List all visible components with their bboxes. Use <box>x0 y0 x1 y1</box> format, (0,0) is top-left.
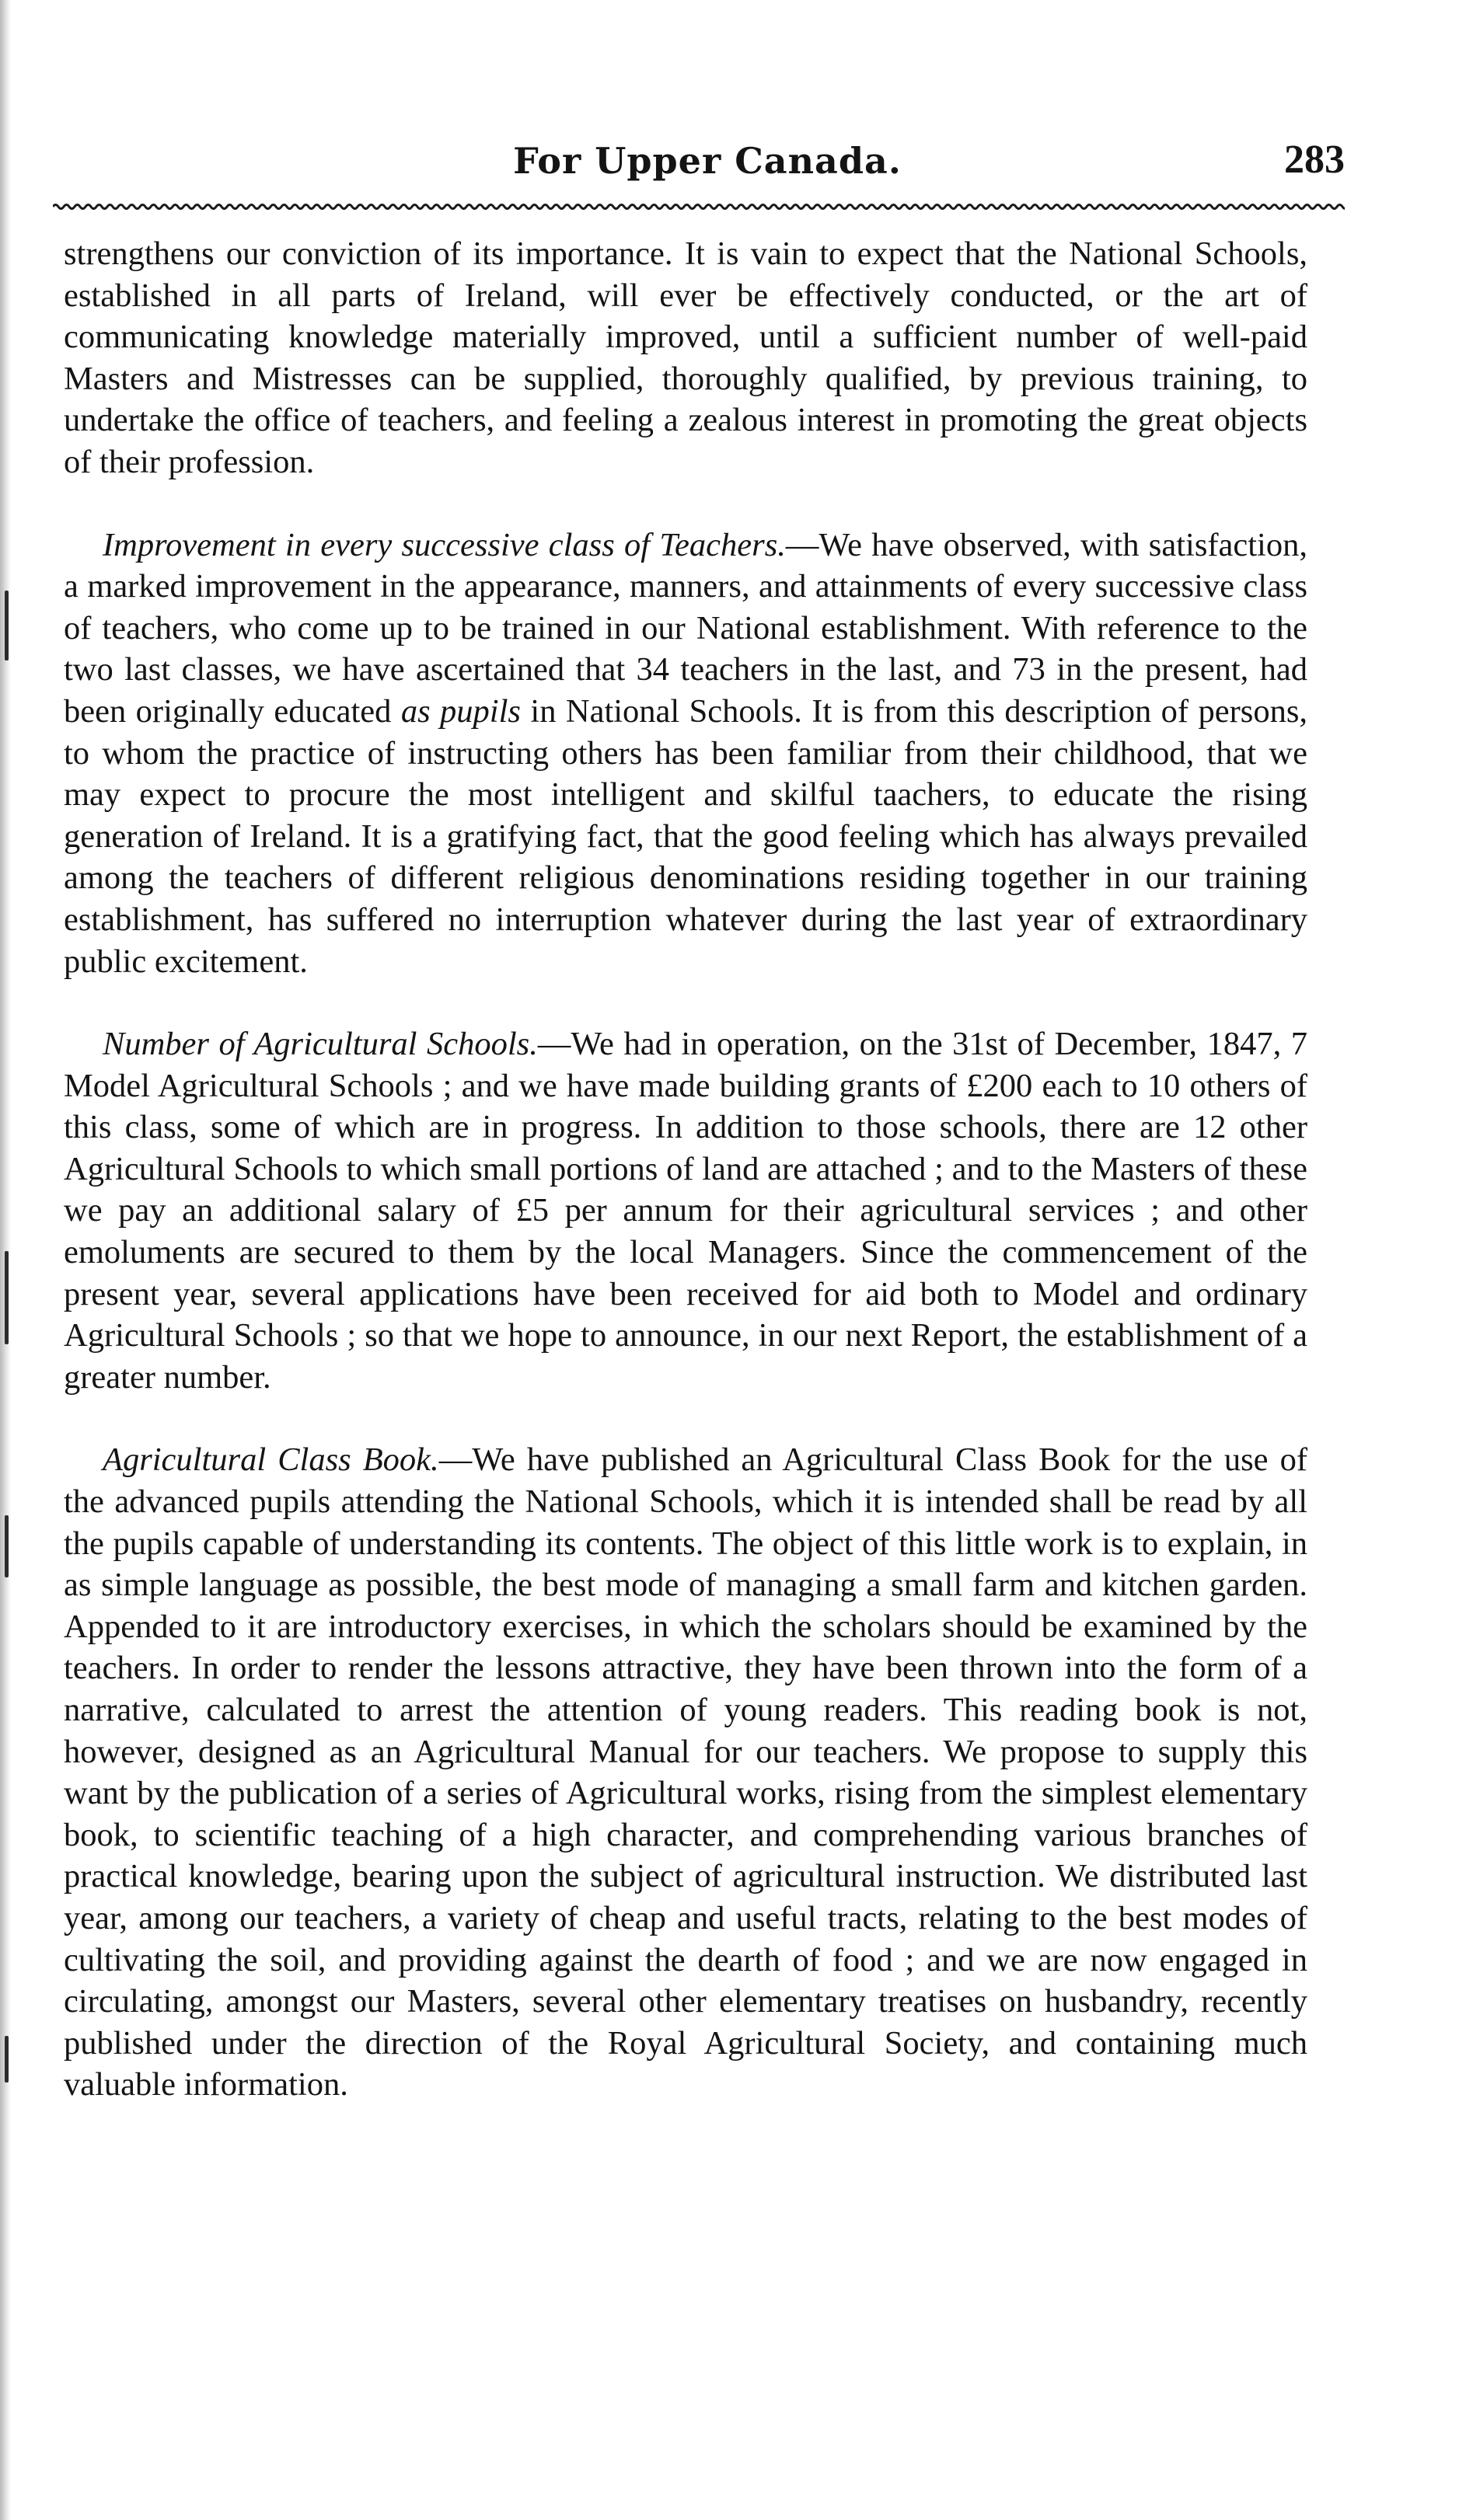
body-text <box>64 233 1307 2106</box>
section-heading: Number of Agricultural Schools. <box>103 1026 538 1063</box>
paragraph-text: —We have published an Agricultural Class Book for the use of the advanced pupils attending the National Schools, which it is intended shall be read by all the pupils capable of understanding its contents. The object of this little work is to explain, in as simple language as possible, the best mode of managing a small farm and kitchen garden. Appended to it are introductory exercises, in which the scholars should be examined by the teachers. In order to render the lessons attractive, they have been thrown into the form of a narrative, calculated to arrest the attention of young readers. This reading book is not, however, designed as an Agricultural Manual for our teachers. We propose to supply this want by the publication of a series of Agricultural works, rising from the simplest elementary book, to scientific teaching of a high character, and comprehending various branches of practical knowledge, bearing upon the subject of agricultural instruction. We distributed last year, among our teachers, a variety of cheap and useful tracts, relating to the best modes of cultivating the soil, and providing against the dearth of food ; and we are now engaged in circulating, amongst our Masters, several other elementary treatises on husbandry, recently published under the direction of the Royal Agricultural Society, and containing much valuable information. <box>64 1441 1307 2103</box>
binding-mark <box>5 1515 9 1577</box>
header-wavy-rule <box>53 200 1345 213</box>
section-heading: Improvement in every successive class of Teachers. <box>103 526 786 563</box>
paragraph-text: strengthens our conviction of its importance. It is vain to expect that the National Schools, established in all parts of Ireland, will ever be effectively conducted, or the art of communicating knowledge materially improved, until a sufficient number of well-paid Masters and Mistresses can be supplied, thoroughly qualified, by previous training, to undertake the office of teachers, and feeling a zealous interest in promoting the great objects of their profession. <box>64 235 1307 480</box>
binding-mark <box>5 2036 9 2083</box>
paragraph-teachers-improvement <box>64 525 1307 983</box>
paragraph-agricultural-schools <box>64 1023 1307 1398</box>
page-header <box>70 134 1345 196</box>
page-number: 283 <box>1284 138 1345 182</box>
emphasis-text: as pupils <box>400 692 521 730</box>
paragraph-text: —We had in operation, on the 31st of December, 1847, 7 Model Agricultural Schools ; and we have made building grants of £200 each to 10 others of this class, some of which are in progress. In addition to those schools, there are 12 other Agricultural Schools to which small portions of land are attached ; and to the Masters of these we pay an additional salary of £5 per annum for their agricultural services ; and other emoluments are secured to them by the local Managers. Since the commencement of the present year, several applications have been received for aid both to Model and ordinary Agricultural Schools ; so that we hope to announce, in our next Report, the establishment of a greater number. <box>64 1026 1307 1396</box>
page-binding-edge <box>0 0 11 2520</box>
binding-mark <box>5 1251 9 1344</box>
paragraph-continuation <box>64 233 1307 483</box>
section-heading: Agricultural Class Book. <box>103 1441 439 1479</box>
binding-mark <box>5 591 9 660</box>
running-title: For Upper Canada. <box>513 140 902 182</box>
paragraph-text: —We have observed, with satisfaction, a marked improvement in the appearance, manners, and attainments of every successive class of teachers, who come up to be trained in our National establishment. With reference to the two last classes, we have ascertained that 34 teachers in the last, and 73 in the present, had been originally educated <box>64 526 1307 730</box>
paragraph-class-book <box>64 1439 1307 2106</box>
paragraph-text: in National Schools. It is from this description of persons, to whom the practice of instructing others has been familiar from their childhood, that we may expect to procure the most intelligent and skilful taachers, to educate the rising generation of Ireland. It is a gratifying fact, that the good feeling which has always prevailed among the teachers of different religious denominations residing together in our training establishment, has suffered no interruption whatever during the last year of extraordinary public excitement. <box>64 692 1307 980</box>
